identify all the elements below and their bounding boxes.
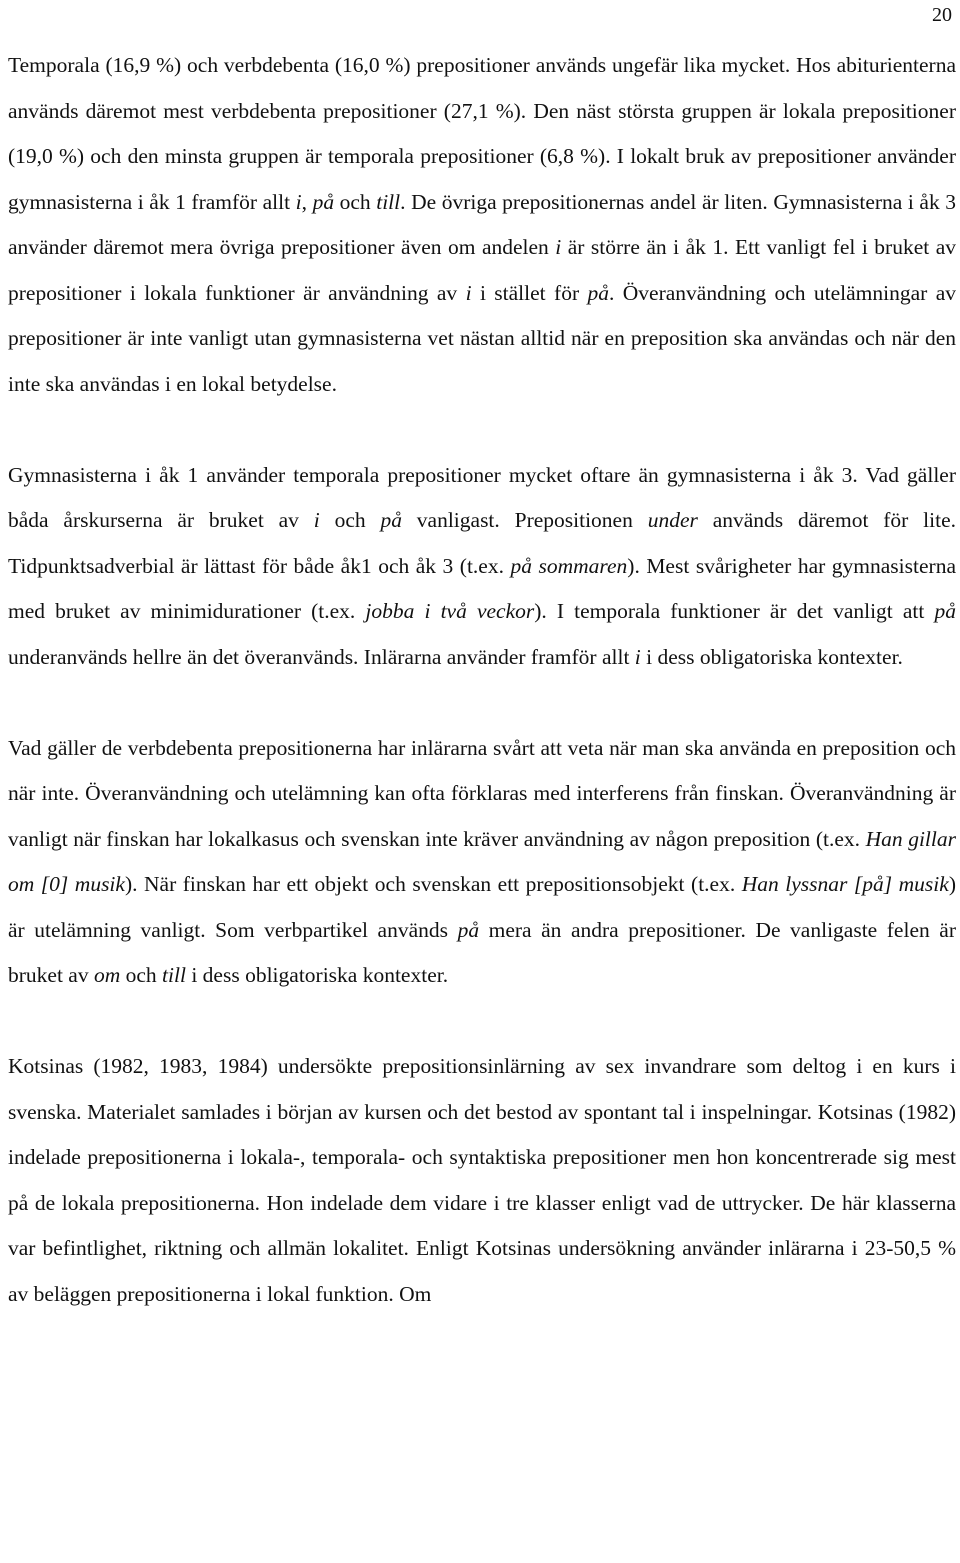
italic-text: på (457, 917, 480, 942)
text-run: , (301, 189, 313, 214)
italic-text: i (313, 508, 320, 532)
text-run: och (120, 963, 163, 987)
italic-text: Han lyssnar [på] musik (741, 872, 949, 896)
paragraph (8, 43, 956, 407)
italic-text: i (465, 280, 472, 305)
paragraph (8, 453, 956, 681)
text-run: ) är utelämning vanligt. Som verbpartikel används (8, 872, 956, 942)
italic-text: under (647, 508, 698, 532)
italic-text: på (934, 599, 956, 623)
italic-text: i (634, 644, 641, 669)
italic-text: till (376, 189, 401, 214)
text-run: i dess obligatoriska kontexter. (185, 963, 449, 987)
italic-text: på (380, 508, 402, 532)
text-run: används däremot för lite. Tidpunktsadverbial är lättast för både åk1 och åk 3 (t.ex. (8, 508, 956, 578)
text-run: underanvänds hellre än det överanvänds. Inlärarna använder framför allt (8, 644, 635, 669)
text-run: Vad gäller de verbdebenta prepositionerna har inlärarna svårt att veta när man ska använda en preposition och när inte. Överanvändning och utelämning kan ofta förklaras med interferens från finskan. Överanvändning är vanligt när finskan har lokalkasus och svenskan inte kräver användning av någon preposition (t.ex. (8, 735, 956, 851)
paragraph (8, 1044, 956, 1317)
italic-text: i (295, 189, 302, 214)
text-run: Kotsinas (1982, 1983, 1984) undersökte prepositionsinlärning av sex invandrare som deltog i en kurs i svenska. Materialet samlades i början av kursen och det bestod av spontant tal i inspelningar. Kotsinas (1982) indelade prepositionerna i lokala-, temporala- och syntaktiska prepositioner men hon koncentrerade sig mest på de lokala prepositionerna. Hon indelade dem vidare i tre klasser enligt vad de uttrycker. De här klasserna var befintlighet, riktning och allmän lokalitet. Enligt Kotsinas undersökning använder inlärarna i 23-50,5 % av beläggen prepositionerna i lokal funktion. Om (8, 1054, 956, 1306)
italic-text: jobba i två veckor (365, 599, 535, 623)
italic-text: på (312, 189, 335, 214)
body-text (8, 43, 956, 1317)
page-number: 20 (932, 4, 952, 26)
text-run: och (319, 508, 381, 532)
italic-text: till (162, 963, 186, 987)
italic-text: om (93, 963, 121, 987)
text-run: ). I temporala funktioner är det vanligt att (534, 599, 935, 623)
paragraph (8, 726, 956, 999)
text-run: . Överanvändning och utelämningar av prepositioner är inte vanligt utan gymnasisterna vet nästan alltid när en preposition ska användas och när den inte ska användas i en lokal betydelse. (8, 280, 957, 396)
text-run: ). Mest svårigheter har gymnasisterna med bruket av minimidurationer (t.ex. (8, 553, 956, 623)
text-run: Temporala (16,9 %) och verbdebenta (16,0 %) prepositioner används ungefär lika mycket. Hos abiturienterna används däremot mest verbdebenta prepositioner (27,1 %). Den näst största gruppen är lokala prepositioner (19,0 %) och den minsta gruppen är temporala prepositioner (6,8 %). I lokalt bruk av prepositioner använder gymnasisterna i åk 1 framför allt (8, 53, 956, 214)
text-run: i dess obligatoriska kontexter. (640, 644, 903, 669)
italic-text: i (555, 235, 562, 259)
italic-text: på (587, 280, 610, 305)
italic-text: på sommaren (510, 553, 628, 578)
text-run: . De övriga prepositionernas andel är liten. Gymnasisterna i åk 3 använder däremot mera övriga prepositioner även om andelen (8, 189, 956, 259)
italic-text: Han gillar om [0] musik (8, 826, 956, 896)
text-run: mera än andra prepositioner. De vanligaste felen är bruket av (8, 917, 956, 987)
text-run: i stället för (471, 280, 588, 305)
text-run: vanligast. Prepositionen (401, 508, 648, 532)
text-run: ). När finskan har ett objekt och svenskan ett prepositionsobjekt (t.ex. (124, 872, 742, 896)
text-run: och (334, 189, 377, 214)
text-run: Gymnasisterna i åk 1 använder temporala prepositioner mycket oftare än gymnasisterna i åk 3. Vad gäller båda årskurserna är bruket av (8, 462, 956, 532)
text-run: är större än i åk 1. Ett vanligt fel i bruket av prepositioner i lokala funktioner är användning av (8, 235, 956, 305)
